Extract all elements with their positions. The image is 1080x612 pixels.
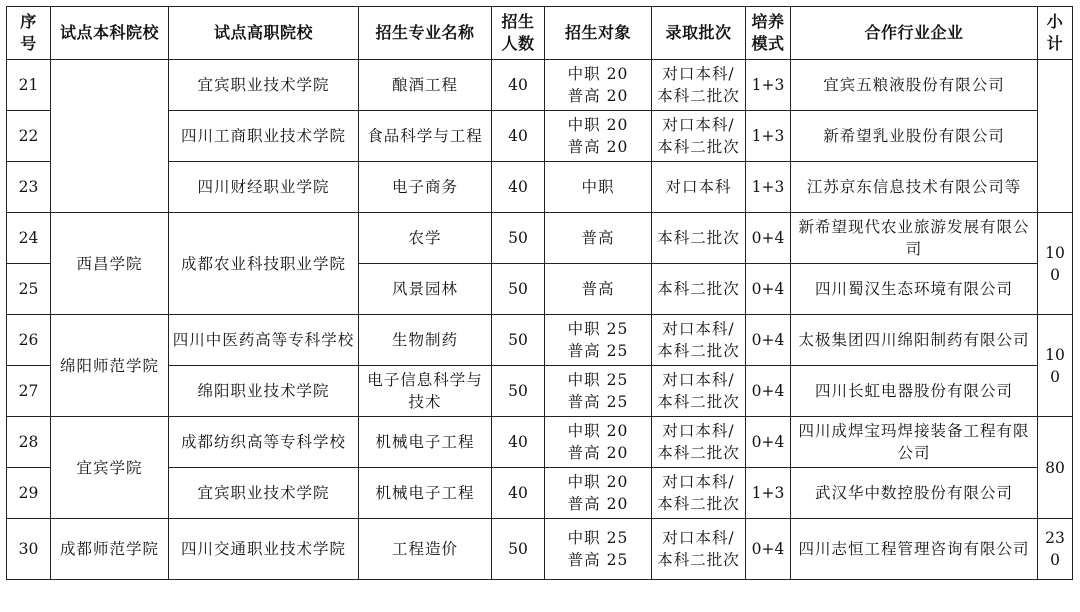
seq-cell: 29	[7, 468, 51, 519]
partner-cell: 四川志恒工程管理咨询有限公司	[791, 519, 1038, 580]
table-row	[7, 519, 1073, 580]
mode-cell: 0+4	[746, 315, 791, 366]
table-row	[7, 213, 1073, 264]
target-cell: 中职 25 普高 25	[545, 366, 652, 417]
mode-cell: 1+3	[746, 162, 791, 213]
major-cell: 风景园林	[359, 264, 492, 315]
undergrad-cell: 成都师范学院	[51, 519, 169, 580]
header-target: 招生对象	[545, 7, 652, 60]
subtotal-cell	[1038, 60, 1073, 213]
partner-cell: 太极集团四川绵阳制药有限公司	[791, 315, 1038, 366]
major-cell: 生物制药	[359, 315, 492, 366]
major-cell: 食品科学与工程	[359, 111, 492, 162]
subtotal-cell: 80	[1038, 417, 1073, 519]
major-cell: 机械电子工程	[359, 468, 492, 519]
target-cell: 中职 20 普高 20	[545, 60, 652, 111]
subtotal-cell: 230	[1038, 519, 1073, 580]
enroll-cell: 40	[492, 60, 545, 111]
table-row	[7, 315, 1073, 366]
subtotal-cell: 100	[1038, 213, 1073, 315]
batch-cell: 对口本科/本科二批次	[652, 519, 746, 580]
enroll-cell: 50	[492, 366, 545, 417]
table-row	[7, 417, 1073, 468]
seq-cell: 21	[7, 60, 51, 111]
major-cell: 农学	[359, 213, 492, 264]
batch-cell: 对口本科	[652, 162, 746, 213]
subtotal-cell: 100	[1038, 315, 1073, 417]
batch-cell: 对口本科/本科二批次	[652, 468, 746, 519]
seq-cell: 24	[7, 213, 51, 264]
target-cell: 普高	[545, 213, 652, 264]
seq-cell: 27	[7, 366, 51, 417]
header-undergrad: 试点本科院校	[51, 7, 169, 60]
batch-cell: 对口本科/本科二批次	[652, 60, 746, 111]
major-cell: 机械电子工程	[359, 417, 492, 468]
mode-cell: 0+4	[746, 264, 791, 315]
major-cell: 电子商务	[359, 162, 492, 213]
header-partner: 合作行业企业	[791, 7, 1038, 60]
enroll-cell: 50	[492, 519, 545, 580]
batch-cell: 对口本科/本科二批次	[652, 417, 746, 468]
major-cell: 电子信息科学与技术	[359, 366, 492, 417]
undergrad-cell: 宜宾学院	[51, 417, 169, 519]
seq-cell: 30	[7, 519, 51, 580]
batch-cell: 对口本科/本科二批次	[652, 111, 746, 162]
mode-cell: 0+4	[746, 366, 791, 417]
enroll-cell: 40	[492, 162, 545, 213]
header-major: 招生专业名称	[359, 7, 492, 60]
batch-cell: 本科二批次	[652, 264, 746, 315]
major-cell: 工程造价	[359, 519, 492, 580]
enroll-cell: 40	[492, 417, 545, 468]
target-cell: 中职 25 普高 25	[545, 315, 652, 366]
major-cell: 酿酒工程	[359, 60, 492, 111]
header-subtotal: 小 计	[1038, 7, 1073, 60]
table-row	[7, 60, 1073, 111]
target-cell: 普高	[545, 264, 652, 315]
mode-cell: 1+3	[746, 111, 791, 162]
undergrad-cell	[51, 60, 169, 213]
vocational-cell: 宜宾职业技术学院	[169, 468, 359, 519]
header-row	[7, 7, 1073, 60]
enrollment-table	[6, 6, 1073, 580]
mode-cell: 1+3	[746, 60, 791, 111]
vocational-cell: 四川财经职业学院	[169, 162, 359, 213]
mode-cell: 0+4	[746, 519, 791, 580]
vocational-cell: 成都纺织高等专科学校	[169, 417, 359, 468]
batch-cell: 对口本科/本科二批次	[652, 366, 746, 417]
enroll-cell: 50	[492, 264, 545, 315]
batch-cell: 本科二批次	[652, 213, 746, 264]
header-vocational: 试点高职院校	[169, 7, 359, 60]
enroll-cell: 40	[492, 111, 545, 162]
seq-cell: 28	[7, 417, 51, 468]
vocational-cell: 成都农业科技职业学院	[169, 213, 359, 315]
partner-cell: 江苏京东信息技术有限公司等	[791, 162, 1038, 213]
mode-cell: 0+4	[746, 417, 791, 468]
header-enroll: 招生 人数	[492, 7, 545, 60]
header-mode: 培养 模式	[746, 7, 791, 60]
batch-cell: 对口本科/本科二批次	[652, 315, 746, 366]
partner-cell: 武汉华中数控股份有限公司	[791, 468, 1038, 519]
vocational-cell: 绵阳职业技术学院	[169, 366, 359, 417]
partner-cell: 四川蜀汉生态环境有限公司	[791, 264, 1038, 315]
header-seq: 序 号	[7, 7, 51, 60]
vocational-cell: 四川交通职业技术学院	[169, 519, 359, 580]
mode-cell: 0+4	[746, 213, 791, 264]
target-cell: 中职	[545, 162, 652, 213]
partner-cell: 四川成焊宝玛焊接装备工程有限公司	[791, 417, 1038, 468]
partner-cell: 四川长虹电器股份有限公司	[791, 366, 1038, 417]
target-cell: 中职 25 普高 25	[545, 519, 652, 580]
partner-cell: 新希望乳业股份有限公司	[791, 111, 1038, 162]
header-batch: 录取批次	[652, 7, 746, 60]
target-cell: 中职 20 普高 20	[545, 468, 652, 519]
enroll-cell: 50	[492, 315, 545, 366]
seq-cell: 22	[7, 111, 51, 162]
undergrad-cell: 西昌学院	[51, 213, 169, 315]
vocational-cell: 四川中医药高等专科学校	[169, 315, 359, 366]
enroll-cell: 50	[492, 213, 545, 264]
partner-cell: 宜宾五粮液股份有限公司	[791, 60, 1038, 111]
partner-cell: 新希望现代农业旅游发展有限公司	[791, 213, 1038, 264]
mode-cell: 1+3	[746, 468, 791, 519]
seq-cell: 23	[7, 162, 51, 213]
target-cell: 中职 20 普高 20	[545, 111, 652, 162]
seq-cell: 25	[7, 264, 51, 315]
target-cell: 中职 20 普高 20	[545, 417, 652, 468]
vocational-cell: 四川工商职业技术学院	[169, 111, 359, 162]
seq-cell: 26	[7, 315, 51, 366]
vocational-cell: 宜宾职业技术学院	[169, 60, 359, 111]
undergrad-cell: 绵阳师范学院	[51, 315, 169, 417]
enroll-cell: 40	[492, 468, 545, 519]
